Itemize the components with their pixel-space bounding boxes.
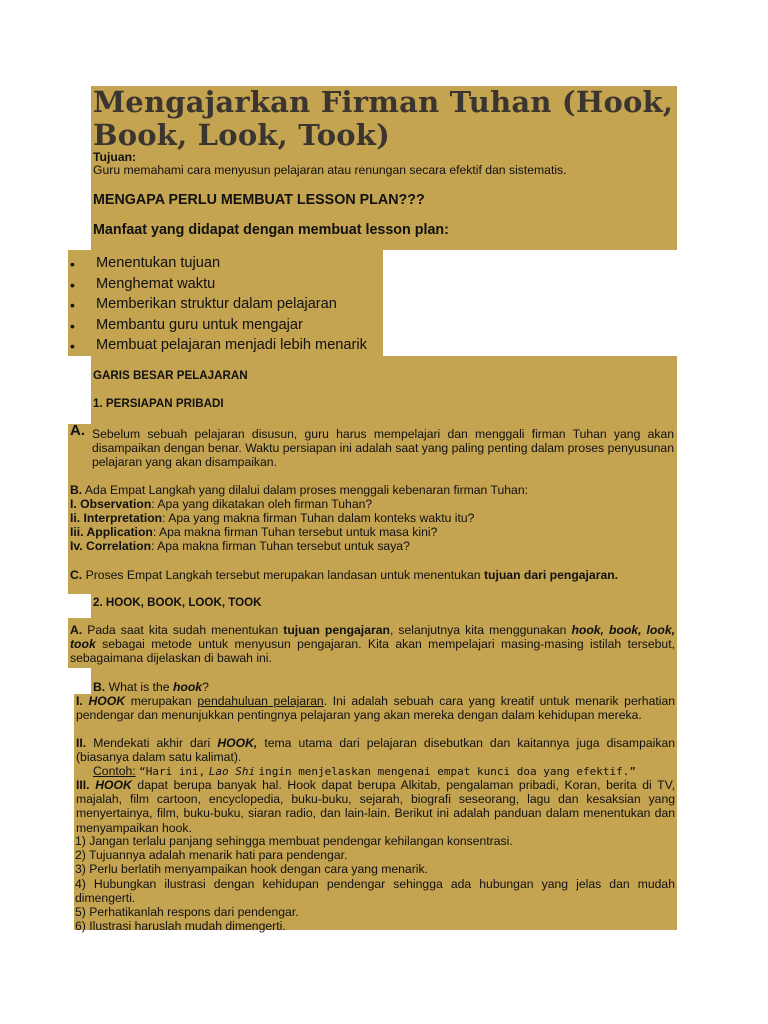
step-text: : Apa yang dikatakan oleh firman Tuhan?	[151, 497, 373, 511]
s1b-text: Ada Empat Langkah yang dilalui dalam proses menggali kebenaran firman Tuhan:	[84, 483, 528, 497]
step-interpretation	[70, 511, 474, 525]
hook1-underline: pendahuluan pelajaran	[197, 694, 324, 708]
hook-point-1	[76, 694, 675, 722]
s2b-line	[93, 680, 209, 694]
list-item: 5) Perhatikanlah respons dari pendengar.	[75, 905, 299, 920]
s1c-text: Proses Empat Langkah tersebut merupakan landasan untuk menentukan	[85, 568, 481, 582]
hook3-bold: HOOK	[95, 778, 132, 792]
list-item: Membantu guru untuk mengajar	[96, 317, 303, 333]
step-observation	[70, 497, 372, 511]
step-label: I. Observation	[70, 497, 152, 511]
tujuan-label: Tujuan:	[93, 150, 137, 164]
s2b-text-1: What is the	[108, 680, 170, 694]
s1b-line	[70, 483, 670, 497]
contoh-label: Contoh:	[93, 764, 136, 778]
s1c-bold: tujuan dari pengajaran.	[483, 568, 619, 582]
s2a-paragraph	[70, 623, 675, 666]
hook2-text-1: Mendekati akhir dari	[93, 736, 211, 750]
list-item: 2) Tujuannya adalah menarik hati para pendengar.	[75, 848, 348, 863]
heading-why-lesson-plan: MENGAPA PERLU MEMBUAT LESSON PLAN???	[93, 192, 425, 208]
bullet-marker: •	[70, 297, 75, 313]
contoh-italic: Lao Shi	[208, 765, 256, 778]
page-title: Mengajarkan Firman Tuhan (Hook, Book, Look, Took)	[93, 85, 674, 152]
hook1-text-2: . Ini adalah sebuah cara yang kreatif untuk menarik perhatian pendengar dan menunjukkan pentingnya pelajaran yang akan mereka dengan dalam kehidupan mereka.	[76, 694, 676, 723]
s2a-bold-italic: hook, book, look, took	[70, 623, 675, 652]
section-1-heading: 1. PERSIAPAN PRIBADI	[93, 397, 224, 410]
hook3-text: dapat berupa banyak hal. Hook dapat berupa Alkitab, pengalaman pribadi, Koran, berita di TV, majalah, film cartoon, encyclopedia, buku-buku, sejarah, biografi seseorang, lagu dan kesaksian yang menyertainya, film, buku-buku, siaran radio, dan lain-lain. Berikut ini adalah panduan dalam menentukan dan menyampaikan hook.	[76, 778, 675, 835]
step-application	[70, 525, 437, 539]
hook2-label: II.	[76, 736, 87, 750]
s2a-text-2: , selanjutnya kita menggunakan	[389, 623, 567, 637]
step-text: : Apa yang makna firman Tuhan dalam konteks waktu itu?	[162, 511, 475, 525]
hook1-text-1: merupakan	[130, 694, 192, 708]
list-item: 6) Ilustrasi haruslah mudah dimengerti.	[75, 919, 286, 934]
s2b-label: B.	[93, 680, 106, 694]
step-text: : Apa makna firman Tuhan tersebut untuk saya?	[151, 539, 410, 553]
outline-heading: GARIS BESAR PELAJARAN	[93, 369, 248, 382]
step-label: Iv. Correlation	[70, 539, 152, 553]
list-item: 4) Hubungkan ilustrasi dengan kehidupan pendengar sehingga ada hubungan yang jelas dan mudah dimengerti.	[75, 876, 675, 905]
contoh-text-2: ingin menjelaskan mengenai empat kunci doa yang efektif.”	[258, 765, 636, 778]
list-item: Memberikan struktur dalam pelajaran	[96, 296, 337, 312]
s2a-text-3: sebagai metode untuk menyusun pengajaran. Kita akan mempelajari masing-masing istilah tersebut, sebagaimana dijelaskan di bawah ini.	[70, 637, 675, 666]
hook2-bold: HOOK,	[217, 736, 258, 750]
list-item: Menentukan tujuan	[96, 255, 221, 271]
hook-point-2	[76, 736, 675, 764]
hook-guidelines-list	[75, 834, 675, 933]
step-label: Ii. Interpretation	[70, 511, 163, 525]
s2a-text-1: Pada saat kita sudah menentukan	[87, 623, 279, 637]
bullet-marker: •	[70, 256, 75, 272]
list-item: Menghemat waktu	[96, 276, 216, 292]
gold-background-outline	[91, 356, 677, 424]
hook3-label: III.	[76, 778, 90, 792]
bullet-marker: •	[70, 277, 75, 293]
step-correlation	[70, 539, 410, 553]
list-item: 1) Jangan terlalu panjang sehingga membuat pendengar kehilangan konsentrasi.	[75, 834, 513, 848]
list-item: 3) Perlu berlatih menyampaikan hook dengan cara yang menarik.	[75, 862, 428, 877]
hook2-text-2: tema utama dari pelajaran disebutkan dan kaitannya juga disampaikan (biasanya dalam satu kalimat).	[76, 736, 676, 765]
s2a-label: A.	[70, 623, 83, 637]
list-item: Membuat pelajaran menjadi lebih menarik	[96, 337, 367, 353]
tujuan-text: Guru memahami cara menyusun pelajaran atau renungan secara efektif dan sistematis.	[93, 163, 567, 177]
s2b-text-2: ?	[202, 680, 209, 694]
bullet-marker: •	[70, 338, 75, 354]
heading-benefits: Manfaat yang didapat dengan membuat lesson plan:	[93, 222, 449, 238]
s2b-hook: hook	[172, 680, 203, 694]
s1b-label: B.	[70, 483, 83, 497]
bullet-marker: •	[70, 318, 75, 334]
contoh-line	[93, 764, 675, 779]
s1a-paragraph: Sebelum sebuah pelajaran disusun, guru harus mempelajari dan menggali firman Tuhan yang akan disampaikan dengan benar. Waktu persiapan ini adalah saat yang paling penting dalam proses penyusunan pelajaran yang akan disampaikan.	[92, 427, 674, 470]
s1c-label: C.	[70, 568, 83, 582]
s1a-label: A.	[70, 422, 85, 439]
hook-point-3	[76, 778, 675, 835]
hook1-label: I.	[76, 694, 83, 708]
step-label: Iii. Application	[70, 525, 153, 539]
contoh-text-1: “Hari ini,	[139, 765, 206, 778]
s2a-bold: tujuan pengajaran	[283, 623, 390, 637]
hook1-bold: HOOK	[88, 694, 126, 708]
step-text: : Apa makna firman Tuhan tersebut untuk masa kini?	[152, 525, 438, 539]
section-2-heading: 2. HOOK, BOOK, LOOK, TOOK	[93, 596, 262, 609]
s1c-line	[70, 568, 670, 582]
